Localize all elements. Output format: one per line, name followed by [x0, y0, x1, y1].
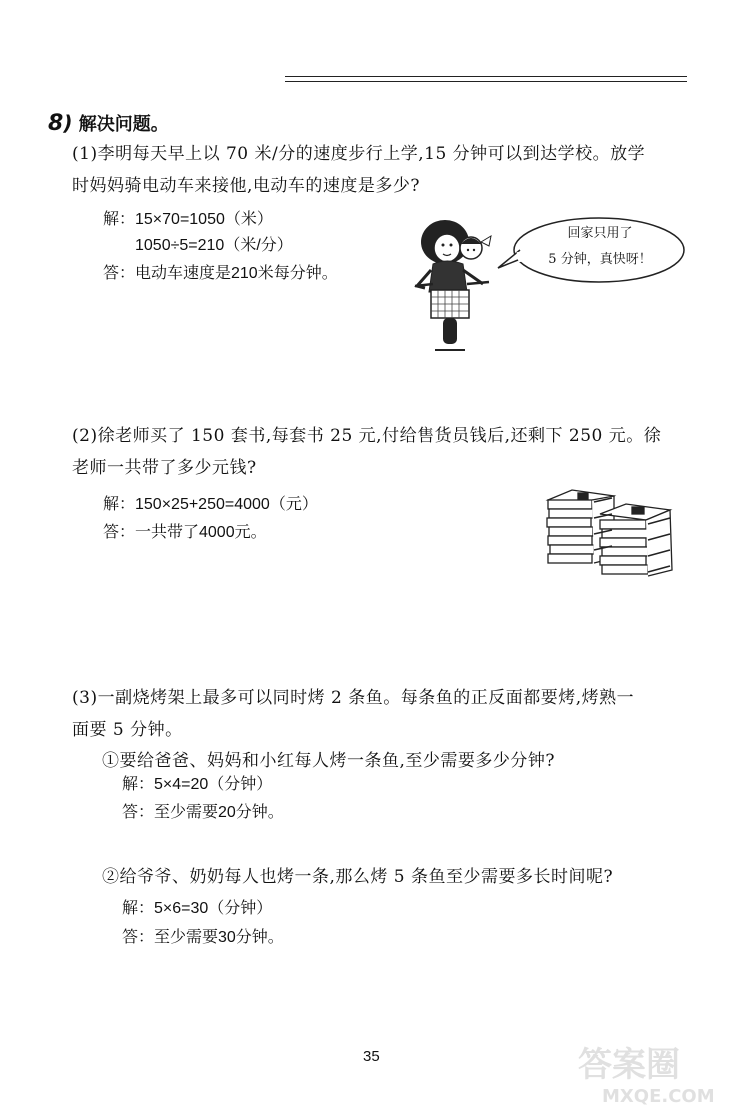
q1-text-line2: 时妈妈骑电动车来接他,电动车的速度是多少?	[72, 176, 421, 196]
q3-sub1-answer-line2: 答：至少需要20分钟。	[122, 804, 284, 821]
q1-answer-line1: 解：15×70=1050（米）	[103, 211, 273, 228]
book-stacks-illustration	[542, 488, 682, 584]
q1-answer-line3: 答：电动车速度是210米每分钟。	[103, 265, 338, 282]
q3-text-line1: (3)一副烧烤架上最多可以同时烤 2 条鱼。每条鱼的正反面都要烤,烤熟一	[72, 688, 635, 708]
bubble-line2: 5 分钟，真快呀！	[548, 252, 652, 267]
section-heading: 解决问题。	[78, 114, 169, 135]
q3-sub1-text: ①要给爸爸、妈妈和小红每人烤一条鱼,至少需要多少分钟?	[102, 751, 556, 771]
q2-answer-line1: 解：150×25+250=4000（元）	[103, 496, 318, 513]
watermark-line2: MXQE.COM	[602, 1086, 715, 1107]
bubble-text	[525, 221, 675, 273]
q3-sub2-answer-line1: 解：5×6=30（分钟）	[122, 900, 273, 917]
section-title	[48, 110, 169, 136]
header-rule-top	[285, 76, 687, 77]
section-paren: )	[63, 111, 73, 135]
watermark-logo	[572, 1038, 742, 1108]
q1-text-line1: (1)李明每天早上以 70 米/分的速度步行上学,15 分钟可以到达学校。放学	[72, 144, 646, 164]
watermark-line1: 答案圈	[578, 1045, 680, 1085]
q3-sub2-answer-line2: 答：至少需要30分钟。	[122, 929, 284, 946]
q3-text-line2: 面要 5 分钟。	[72, 720, 183, 740]
q2-answer-line2: 答：一共带了4000元。	[103, 524, 267, 541]
q3-sub2-text: ②给爷爷、奶奶每人也烤一条,那么烤 5 条鱼至少需要多长时间呢?	[102, 867, 614, 887]
page-number: 35	[363, 1048, 380, 1065]
q2-text-line1: (2)徐老师买了 150 套书,每套书 25 元,付给售货员钱后,还剩下 250 元。徐	[72, 426, 662, 446]
q2-text-line2: 老师一共带了多少元钱?	[72, 458, 257, 478]
q3-sub1-answer-line1: 解：5×4=20（分钟）	[122, 776, 273, 793]
section-number: 8	[48, 111, 64, 136]
bubble-line1: 回家只用了	[567, 226, 633, 241]
q1-answer-line2: 1050÷5=210（米/分）	[135, 237, 293, 254]
header-rule-bottom	[285, 81, 687, 82]
